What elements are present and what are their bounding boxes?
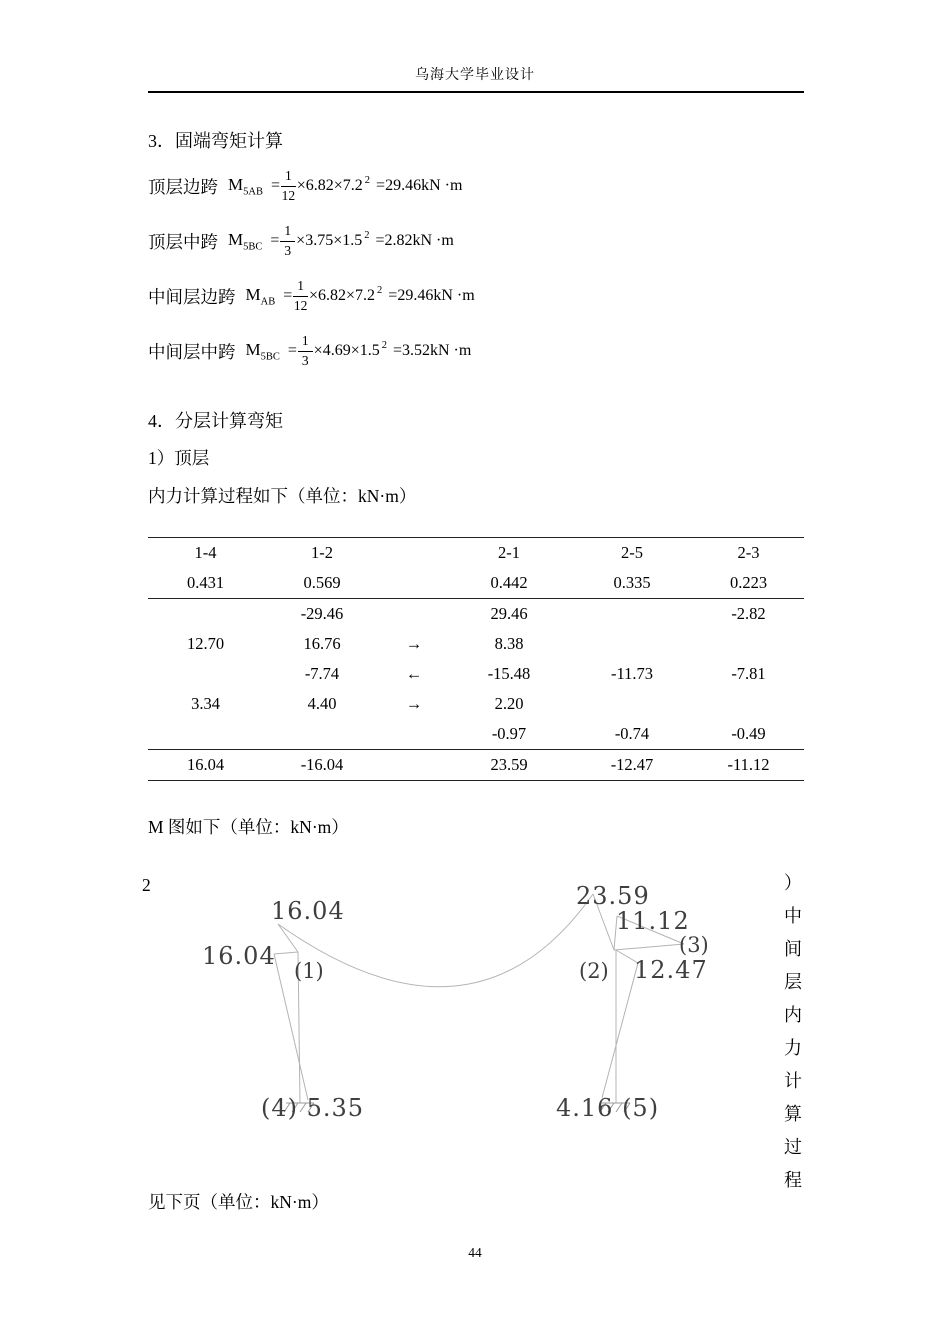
table-cell: 4.40 [307,694,337,713]
node2-label: (2) [579,959,609,983]
formula-factors: ×3.75×1.5 [296,232,363,249]
table-cell [148,719,263,750]
page-number: 44 [468,1245,482,1260]
section4-intro: 内力计算过程如下（单位：kN·m） [148,486,417,506]
table-cell [381,599,447,630]
table-row [148,719,804,750]
table-cell [693,629,804,659]
vertical-text-char: 程 [784,1170,802,1190]
table-cell: 3.34 [191,694,220,713]
table-cell: -11.12 [693,750,804,781]
table-cell: 8.38 [494,634,524,653]
vertical-text-char: 算 [784,1104,802,1124]
beam-left-moment-label: 16.04 [271,897,345,925]
table-cell [381,719,447,750]
formula-list [148,164,804,373]
formula-symbol: $M_{AB}$ [245,284,276,308]
formula-result: =3.52kN ·m [392,342,472,359]
table-cell: -0.74 [614,724,650,743]
fraction-denominator: 12 [293,297,308,313]
table-cell [148,599,263,630]
formula-label: 顶层边跨 [148,176,218,197]
fraction-denominator: 3 [301,352,309,368]
table-cell: 0.223 [693,568,804,599]
formula-factors: ×6.82×7.2 [309,287,376,304]
formula-factors: ×6.82×7.2 [296,177,363,194]
footer-note: 见下页（单位：kN·m） [148,1192,329,1212]
table-cell: 16.76 [303,634,341,653]
table-row [148,750,804,781]
table-cell: 12.70 [186,634,225,653]
table-cell: 0.335 [571,568,693,599]
vertical-wrapped-text [781,867,805,1197]
section3-title: 3．固端弯矩计算 [148,131,283,151]
table-cell: -16.04 [263,750,381,781]
wrapped-text-prefix: 2 [142,875,151,895]
table-cell: 0.431 [148,568,263,599]
formula-subscript: 5BC [243,241,263,253]
fraction [293,278,308,313]
table-row [148,629,804,659]
table-cell: 0.442 [447,568,571,599]
formula-exponent: 2 [381,339,387,351]
table-row [148,659,804,689]
table-cell: -11.73 [610,664,653,683]
formula-row [148,164,804,208]
vertical-text-char: 中 [784,906,802,926]
formula-result: =29.46kN ·m [376,177,463,194]
fraction [298,333,313,368]
table-cell: 29.46 [490,604,528,623]
equals-sign: = [270,177,280,194]
beam-right-moment-label: 23.59 [576,882,650,910]
table-cell: -7.74 [304,664,340,683]
equals-sign: = [283,287,293,304]
carry-over-arrow: ← [405,664,423,683]
node4-moment-label: (4) 5.35 [261,1094,365,1122]
right-span-moment-label: 11.12 [616,907,690,935]
table-row [148,689,804,719]
formula-symbol: $M_{5BC}$ [228,229,263,253]
carry-over-arrow: → [405,694,423,713]
moment-figure-caption: M 图如下（单位：kN·m） [148,817,349,837]
vertical-text-char: ） [784,873,802,893]
page-content [142,127,804,1214]
formula-factors: ×4.69×1.5 [313,342,380,359]
fraction-numerator: 1 [280,223,295,241]
left-column-moment-label: 16.04 [202,942,276,970]
table-header-cell [381,538,447,569]
table-cell [571,629,693,659]
table-cell: -15.48 [487,664,531,683]
formula-label: 中间层中跨 [148,341,236,362]
fraction [281,168,296,203]
table-cell: 0.569 [263,568,381,599]
table-header-cell: 2-1 [498,543,520,562]
moment-distribution-table [148,537,804,781]
table-cell [263,719,381,750]
vertical-text-char: 过 [784,1137,802,1157]
fraction-numerator: 1 [281,168,296,186]
table-header-cell: 2-5 [621,543,643,562]
equals-sign: = [287,342,297,359]
table-cell [693,689,804,719]
table-cell: -2.82 [731,604,766,623]
node3-label: (3) [679,933,709,957]
table-cell: -12.47 [571,750,693,781]
table-cell [381,568,447,599]
node1-label: (1) [294,959,324,983]
section4-title: 4．分层计算弯矩 [148,411,283,431]
node5-moment-label: 4.16 (5) [556,1094,660,1122]
page-header [0,0,950,93]
formula-result: =29.46kN ·m [388,287,475,304]
table-header-row [148,538,804,569]
formula-subscript: 5BC [260,351,280,363]
table-cell [381,750,447,781]
table-header-cell: 1-4 [194,543,217,562]
moment-diagram [0,839,950,1189]
fraction-numerator: 1 [293,278,308,296]
table-header-cell: 1-2 [311,543,333,562]
table-cell [571,599,693,630]
formula-result: =2.82kN ·m [375,232,454,249]
formula-subscript: 5AB [243,186,263,198]
table-cell: -0.49 [731,724,766,743]
table-cell [571,689,693,719]
fraction-denominator: 12 [281,187,296,203]
table-cell: 16.04 [148,750,263,781]
table-cell: -0.97 [491,724,527,743]
table-cell [148,659,263,689]
fraction-denominator: 3 [284,242,292,258]
formula-row [148,274,804,318]
vertical-text-char: 力 [784,1038,802,1058]
header-rule [148,91,804,93]
section4-subheading: 1）顶层 [148,448,210,468]
formula-row [148,219,804,263]
formula-exponent: 2 [364,229,370,241]
formula-exponent: 2 [377,284,383,296]
table-cell: 2.20 [494,694,524,713]
header-title: 乌海大学毕业设计 [415,68,535,83]
formula-subscript: AB [260,296,276,308]
vertical-text-char: 计 [784,1071,802,1091]
formula-symbol: $M_{5AB}$ [228,174,263,198]
formula-symbol: $M_{5BC}$ [245,339,280,363]
vertical-text-char: 间 [784,939,802,959]
formula-label: 中间层边跨 [148,286,236,307]
formula-row [148,329,804,373]
formula-label: 顶层中跨 [148,231,218,252]
table-cell: 23.59 [447,750,571,781]
vertical-text-char: 层 [784,972,802,992]
equals-sign: = [270,232,280,249]
table-row [148,599,804,630]
table-cell: -29.46 [300,604,344,623]
table-row [148,568,804,599]
table-cell: -7.81 [731,664,766,683]
fraction [280,223,295,258]
carry-over-arrow: → [405,634,423,653]
vertical-text-char: 内 [784,1005,802,1025]
right-column-moment-label: 12.47 [634,956,708,984]
fraction-numerator: 1 [298,333,313,351]
table-header-cell: 2-3 [737,543,760,562]
formula-exponent: 2 [364,174,371,186]
